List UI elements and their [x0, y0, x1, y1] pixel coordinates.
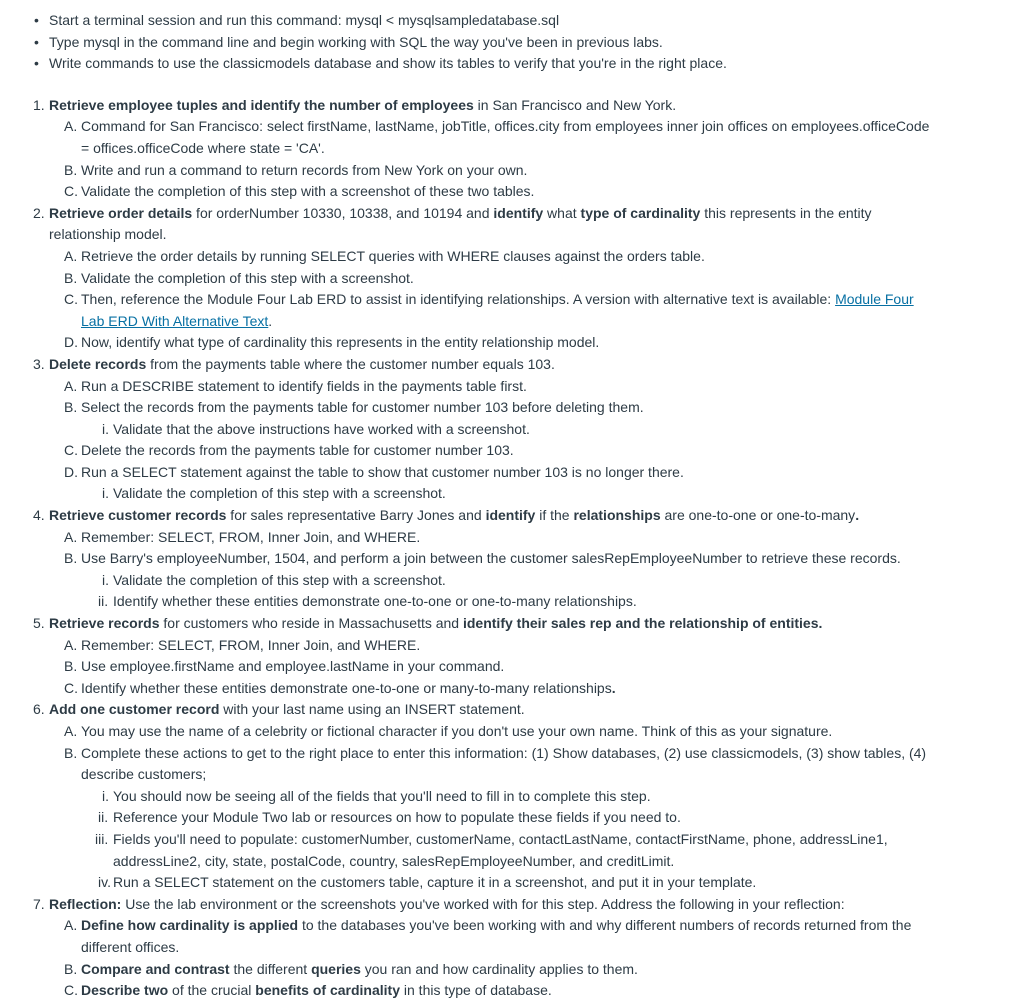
step-1-a-cont: = offices.officeCode where state = 'CA'.	[81, 139, 325, 156]
step-7: 7. Reflection: Use the lab environment or the screenshots you've worked with for this step. Address the following in your reflection:	[33, 895, 845, 912]
step-3-b-i: i. Validate that the above instructions have worked with a screenshot.	[102, 420, 530, 437]
step-2-c-cont: Lab ERD With Alternative Text.	[81, 312, 273, 329]
step-3-c: C. Delete the records from the payments table for customer number 103.	[64, 442, 514, 459]
step-3-b: B. Select the records from the payments table for customer number 103 before deleting them.	[64, 399, 644, 416]
bullet-item: • Start a terminal session and run this command: mysql < mysqlsampledatabase.sql	[0, 10, 1024, 32]
step-7-c: C. Describe two of the crucial benefits of cardinality in this type of database.	[64, 982, 552, 999]
step-2-b: B. Validate the completion of this step with a screenshot.	[64, 269, 414, 286]
bullet-item: • Write commands to use the classicmodels database and show its tables to verify that you're in the right place.	[0, 53, 1024, 75]
step-6-b-iii-cont: addressLine2, city, state, postalCode, country, salesRepEmployeeNumber, and creditLimit.	[113, 852, 675, 869]
bullet-dot-icon: •	[34, 33, 39, 50]
step-4: 4. Retrieve customer records for sales representative Barry Jones and identify if the relationships are one-to-one or one-to-many.	[33, 507, 860, 524]
step-2: 2. Retrieve order details for orderNumber 10330, 10338, and 10194 and identify what type of cardinality this represents in the entity	[33, 204, 872, 221]
step-6-b-ii: ii. Reference your Module Two lab or resources on how to populate these fields if you need to.	[98, 809, 681, 826]
step-4-b-ii: ii. Identify whether these entities demonstrate one-to-one or one-to-many relationships.	[98, 593, 637, 610]
step-4-b-i: i. Validate the completion of this step with a screenshot.	[102, 571, 446, 588]
step-2-cont: relationship model.	[49, 226, 167, 243]
step-7-b: B. Compare and contrast the different queries you ran and how cardinality applies to them.	[64, 960, 638, 977]
step-6-b-iii: iii. Fields you'll need to populate: customerNumber, customerName, contactLastName, contactFirstName, phone, addressLine1,	[95, 830, 888, 847]
step-6-a: A. You may use the name of a celebrity or fictional character if you don't use your own name. Think of this as your signature.	[64, 723, 833, 739]
step-6-b-cont: describe customers;	[81, 766, 207, 783]
step-6: 6. Add one customer record with your last name using an INSERT statement.	[33, 701, 525, 718]
step-5-a: A. Remember: SELECT, FROM, Inner Join, and WHERE.	[64, 636, 421, 653]
step-4-a: A. Remember: SELECT, FROM, Inner Join, and WHERE.	[64, 528, 421, 545]
spacer	[0, 75, 1024, 95]
step-1: 1. Retrieve employee tuples and identify the number of employees in San Francisco and New York.	[33, 96, 677, 113]
bullet-item: • Type mysql in the command line and begin working with SQL the way you've been in previous labs.	[0, 32, 1024, 54]
bullet-dot-icon: •	[34, 12, 39, 28]
step-4-b: B. Use Barry's employeeNumber, 1504, and perform a join between the customer salesRepEmployeeNumber to retrieve these records.	[64, 550, 901, 567]
step-1-b: B. Write and run a command to return records from New York on your own.	[64, 161, 528, 178]
step-5-b: B. Use employee.firstName and employee.lastName in your command.	[64, 658, 505, 675]
step-7-a-cont: different offices.	[81, 938, 180, 955]
step-2-a: A. Retrieve the order details by running SELECT queries with WHERE clauses against the orders table.	[64, 247, 705, 264]
step-3-d: D. Run a SELECT statement against the table to show that customer number 103 is no longer there.	[64, 463, 684, 480]
step-5: 5. Retrieve records for customers who reside in Massachusetts and identify their sales rep and the relationship of entities.	[33, 615, 823, 632]
bullet-dot-icon: •	[34, 55, 39, 72]
step-1-a: A. Command for San Francisco: select firstName, lastName, jobTitle, offices.city from employees inner join offices on employees.officeCode	[64, 118, 930, 135]
module-four-erd-link[interactable]: Module Four	[835, 291, 914, 308]
step-3: 3. Delete records from the payments table where the customer number equals 103.	[33, 355, 555, 372]
step-6-b-i: i. You should now be seeing all of the fields that you'll need to fill in to complete this step.	[102, 787, 651, 804]
step-3-d-i: i. Validate the completion of this step with a screenshot.	[102, 485, 446, 502]
step-3-a: A. Run a DESCRIBE statement to identify fields in the payments table first.	[64, 377, 527, 394]
step-2-d: D. Now, identify what type of cardinality this represents in the entity relationship model.	[64, 334, 600, 351]
step-5-c: C. Identify whether these entities demonstrate one-to-one or many-to-many relationships.	[64, 679, 616, 696]
step-1-c: C. Validate the completion of this step with a screenshot of these two tables.	[64, 183, 535, 200]
step-6-b: B. Complete these actions to get to the right place to enter this information: (1) Show databases, (2) use classicmodels, (3) show tables, (4)	[64, 744, 927, 761]
step-6-b-iv: iv. Run a SELECT statement on the customers table, capture it in a screenshot, and put it in your template.	[98, 874, 757, 891]
step-2-c: C. Then, reference the Module Four Lab ERD to assist in identifying relationships. A version with alternative text is available: Module Four	[64, 291, 914, 308]
module-four-erd-link-cont[interactable]: Lab ERD With Alternative Text	[81, 312, 269, 329]
step-7-a: A. Define how cardinality is applied to the databases you've been working with and why different numbers of records returned from the	[64, 917, 912, 934]
